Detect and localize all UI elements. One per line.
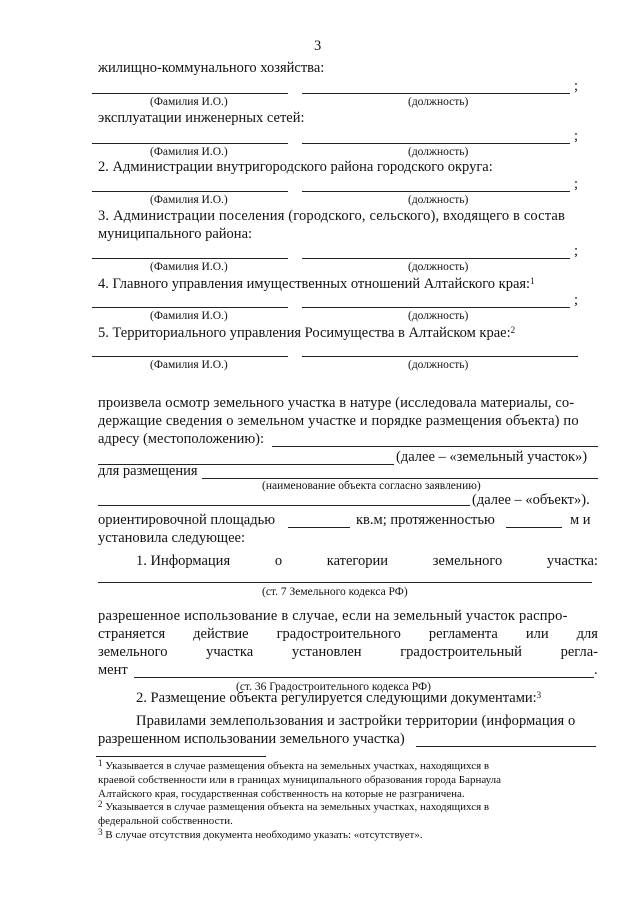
footnote-1-line: Алтайского края, государственная собственность на которые не разграничена. — [98, 788, 465, 800]
footnote-ref: 1 — [530, 276, 535, 286]
rules-line[interactable] — [416, 746, 596, 747]
fio-caption: (Фамилия И.О.) — [150, 359, 228, 371]
art36-caption: (ст. 36 Градостроительного кодекса РФ) — [236, 681, 431, 693]
sq-m-label: кв.м; протяженностью — [356, 512, 495, 528]
inspection-text: произвела осмотр земельного участка в натуре (исследовала материалы, со- — [98, 395, 575, 411]
footnote-mark: 3 — [98, 827, 103, 837]
position-caption: (должность) — [408, 194, 469, 206]
address-line[interactable] — [272, 446, 598, 447]
footnote-3 — [98, 829, 423, 842]
position-line[interactable] — [302, 258, 570, 259]
word: категории — [326, 553, 389, 569]
footnote-divider — [96, 756, 266, 757]
area-input-line[interactable] — [288, 527, 350, 528]
position-caption: (должность) — [408, 146, 469, 158]
art7-caption: (ст. 7 Земельного кодекса РФ) — [262, 586, 408, 598]
footnote-text: В случае отсутствия документа необходимо указать: «отсутствует». — [105, 829, 423, 841]
permitted-use-line-3 — [98, 644, 598, 661]
established-label: установила следующее: — [98, 530, 245, 546]
semicolon: ; — [574, 176, 579, 192]
period: . — [594, 662, 598, 678]
fio-line[interactable] — [92, 191, 288, 192]
object-label: (далее – «объект»). — [472, 492, 590, 508]
word: градостроительного — [276, 626, 401, 642]
footnote-ref: 2 — [510, 325, 516, 335]
object-line[interactable] — [98, 505, 470, 506]
page-number: 3 — [314, 38, 322, 54]
object-name-hint: (наименование объекта согласно заявлению) — [262, 480, 481, 492]
position-line[interactable] — [302, 356, 578, 357]
fio-caption: (Фамилия И.О.) — [150, 146, 228, 158]
semicolon: ; — [574, 292, 579, 308]
section-item-5 — [98, 325, 515, 342]
placement-docs-text: 2. Размещение объекта регулируется следующими документами: — [136, 690, 537, 706]
position-line[interactable] — [302, 307, 570, 308]
section-item-5-text: 5. Территориального управления Росимущества в Алтайском крае: — [98, 325, 511, 341]
fio-line[interactable] — [92, 143, 288, 144]
section-item-4-text: 4. Главного управления имущественных отношений Алтайского края: — [98, 276, 531, 292]
reglament-line[interactable] — [134, 677, 594, 678]
word: земельного — [98, 644, 168, 660]
meters-label: м и — [570, 512, 591, 528]
word: для — [576, 626, 598, 642]
fio-caption: (Фамилия И.О.) — [150, 261, 228, 273]
position-caption: (должность) — [408, 96, 469, 108]
position-line[interactable] — [302, 191, 570, 192]
placement-label: для размещения — [98, 463, 198, 479]
fio-caption: (Фамилия И.О.) — [150, 310, 228, 322]
position-caption: (должность) — [408, 359, 469, 371]
word: 1. Информация — [136, 553, 231, 569]
rules-text: Правилами землепользования и застройки территории (информация о — [136, 713, 576, 729]
semicolon: ; — [574, 78, 579, 94]
section-housing: жилищно-коммунального хозяйства: — [98, 60, 325, 76]
section-item-2: 2. Администрации внутригородского района городского округа: — [98, 159, 493, 175]
address-label: адресу (местоположению): — [98, 431, 265, 447]
word: действие — [193, 626, 249, 642]
area-label: ориентировочной площадью — [98, 512, 276, 528]
word: установлен — [291, 644, 362, 660]
placement-docs — [136, 690, 541, 707]
permitted-use-line-2 — [98, 626, 598, 643]
word: градостроительный — [400, 644, 522, 660]
footnote-ref: 3 — [536, 690, 542, 700]
fio-caption: (Фамилия И.О.) — [150, 194, 228, 206]
position-line[interactable] — [302, 93, 570, 94]
category-info-line — [136, 553, 598, 570]
section-item-3-cont: муниципального района: — [98, 226, 253, 242]
semicolon: ; — [574, 243, 579, 259]
placement-line[interactable] — [202, 478, 598, 479]
word: регла- — [560, 644, 598, 660]
word: регламента — [428, 626, 498, 642]
section-utilities: эксплуатации инженерных сетей: — [98, 110, 305, 126]
word: участка — [206, 644, 254, 660]
word: о — [274, 553, 283, 569]
length-input-line[interactable] — [506, 527, 562, 528]
footnote-text: Указывается в случае размещения объекта на земельных участках, находящихся в — [105, 801, 490, 813]
semicolon: ; — [574, 128, 579, 144]
footnote-2-line: федеральной собственности. — [98, 815, 233, 827]
section-item-3: 3. Администрации поселения (городского, сельского), входящего в состав — [98, 208, 565, 224]
fio-line[interactable] — [92, 93, 288, 94]
permitted-use-text: разрешенное использование в случае, если на земельный участок распро- — [98, 608, 568, 624]
section-item-4 — [98, 276, 535, 293]
reglament-end: мент — [98, 662, 128, 678]
position-line[interactable] — [302, 143, 570, 144]
position-caption: (должность) — [408, 261, 469, 273]
position-caption: (должность) — [408, 310, 469, 322]
land-plot-label: (далее – «земельный участок») — [396, 449, 588, 465]
word: или — [525, 626, 549, 642]
footnote-1 — [98, 760, 489, 773]
category-line[interactable] — [98, 582, 592, 583]
fio-line[interactable] — [92, 356, 288, 357]
footnote-text: Указывается в случае размещения объекта на земельных участках, находящихся в — [105, 760, 490, 772]
word: земельного — [432, 553, 503, 569]
word: страняется — [98, 626, 166, 642]
word: участка: — [546, 553, 598, 569]
rules-text-cont: разрешенном использовании земельного участка) — [98, 731, 405, 747]
footnote-1-line: краевой собственности или в границах муниципального образования города Барнаула — [98, 774, 502, 786]
inspection-text: держащие сведения о земельном участке и порядке размещения объекта) по — [98, 413, 579, 429]
fio-caption: (Фамилия И.О.) — [150, 96, 228, 108]
footnote-2 — [98, 801, 489, 814]
fio-line[interactable] — [92, 307, 288, 308]
footnote-mark: 1 — [98, 758, 103, 768]
footnote-mark: 2 — [98, 799, 103, 809]
fio-line[interactable] — [92, 258, 288, 259]
